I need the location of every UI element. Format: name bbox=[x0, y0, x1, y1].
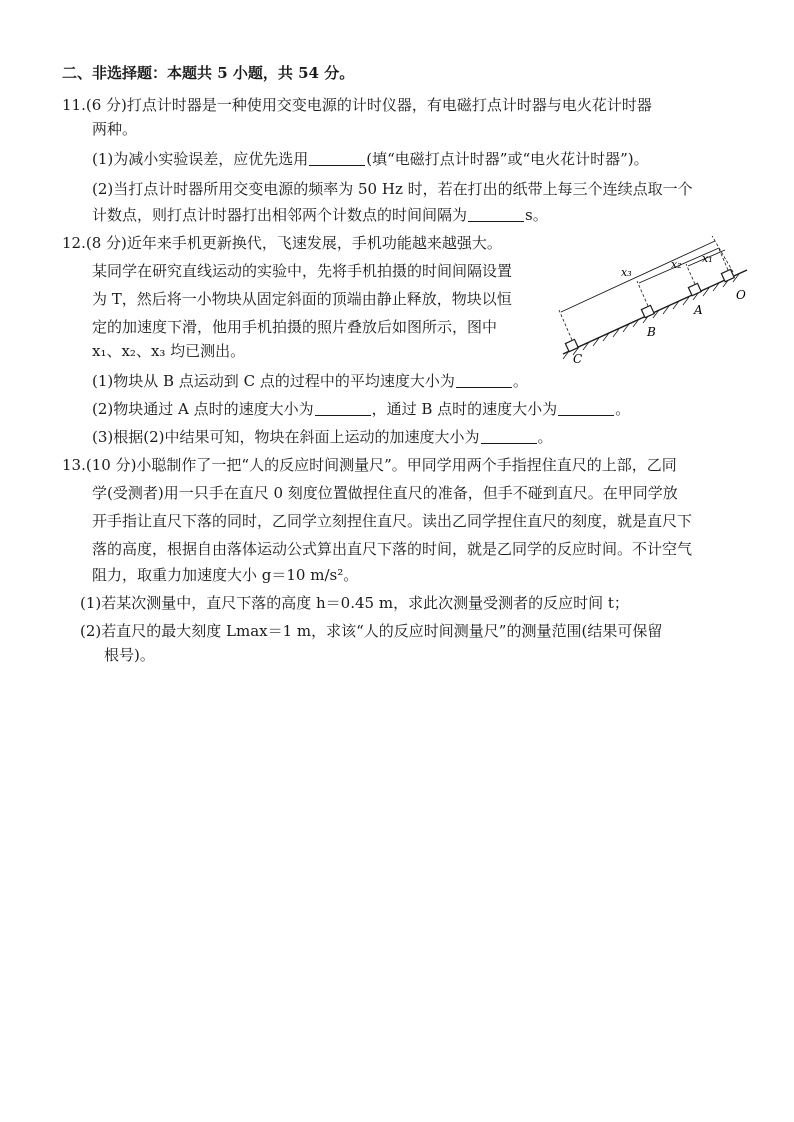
label-A: A bbox=[694, 303, 703, 317]
q12-part-3 bbox=[92, 426, 553, 448]
section-title: 二、非选择题：本题共 5 小题，共 54 分。 bbox=[62, 64, 355, 82]
q11-p2-blank[interactable] bbox=[468, 206, 524, 222]
label-O: O bbox=[736, 288, 746, 302]
q11-number: 11. bbox=[62, 96, 86, 114]
label-x1: x₁ bbox=[702, 252, 713, 265]
q11-part-2 bbox=[92, 204, 548, 226]
q11-line-1 bbox=[62, 94, 652, 116]
label-x3: x₃ bbox=[621, 266, 632, 279]
q11-p1-pre: (1)为减小实验误差，应优先选用 bbox=[92, 150, 309, 168]
q11-part-1 bbox=[92, 148, 649, 170]
q11-p2-post: s。 bbox=[525, 206, 548, 224]
label-B: B bbox=[647, 325, 656, 339]
q13-line-1 bbox=[62, 454, 677, 476]
q12-number: 12. bbox=[62, 234, 86, 252]
q13-stem-2: 学(受测者)用一只手在直尺 0 刻度位置做捏住直尺的准备，但手不碰到直尺。在甲同学放 bbox=[92, 484, 678, 502]
q11-stem-2: 两种。 bbox=[92, 120, 138, 138]
q12-stem-4: 定的加速度下滑，他用手机拍摄的照片叠放后如图所示，图中 bbox=[92, 318, 498, 336]
q12-p2-blank-a[interactable] bbox=[315, 400, 371, 416]
q12-stem-5: x₁、x₂、x₃ 均已测出。 bbox=[92, 342, 246, 360]
q12-part-2 bbox=[92, 398, 630, 420]
q12-p3-post: 。 bbox=[537, 428, 553, 446]
q12-score: (8 分) bbox=[85, 234, 127, 252]
q11-stem-1: 打点计时器是一种使用交变电源的计时仪器，有电磁打点计时器与电火花计时器 bbox=[126, 96, 652, 114]
q13-part-1: (1)若某次测量中，直尺下落的高度 h＝0.45 m，求此次测量受测者的反应时间 t； bbox=[80, 594, 629, 612]
q12-p2-mid: ，通过 B 点时的速度大小为 bbox=[371, 400, 558, 418]
q13-stem-1: 小聪制作了一把“人的反应时间测量尺”。甲同学用两个手指捏住直尺的上部，乙同 bbox=[136, 456, 677, 474]
q13-stem-5: 阻力，取重力加速度大小 g＝10 m/s²。 bbox=[92, 566, 359, 584]
q12-stem-1: 近年来手机更新换代，飞速发展，手机功能越来越强大。 bbox=[126, 234, 502, 252]
q11-p2-pre: 计数点，则打点计时器打出相邻两个计数点的时间间隔为 bbox=[92, 206, 468, 224]
q12-p2-pre: (2)物块通过 A 点时的速度大小为 bbox=[92, 400, 314, 418]
q12-p3-blank[interactable] bbox=[481, 428, 537, 444]
incline-surface bbox=[563, 270, 747, 354]
q12-p1-post: 。 bbox=[512, 372, 528, 390]
q12-p1-pre: (1)物块从 B 点运动到 C 点的过程中的平均速度大小为 bbox=[92, 372, 455, 390]
q13-stem-4: 落的高度，根据自由落体运动公式算出直尺下落的时间，就是乙同学的反应时间。不计空气 bbox=[92, 540, 693, 558]
q13-score: (10 分) bbox=[85, 456, 137, 474]
block-A bbox=[688, 283, 701, 295]
q12-part-1 bbox=[92, 370, 528, 392]
label-x2: x₂ bbox=[671, 258, 682, 271]
q11-score: (6 分) bbox=[85, 96, 127, 114]
dim-x3 bbox=[561, 241, 715, 312]
q12-p2-blank-b[interactable] bbox=[558, 400, 614, 416]
block-C bbox=[565, 339, 578, 351]
q12-stem-3: 为 T，然后将一小物块从固定斜面的顶端由静止释放，物块以恒 bbox=[92, 290, 512, 308]
incline-hatching bbox=[563, 274, 739, 359]
q12-stem-2: 某同学在研究直线运动的实验中，先将手机拍摄的时间间隔设置 bbox=[92, 262, 513, 280]
q12-p3-pre: (3)根据(2)中结果可知，物块在斜面上运动的加速度大小为 bbox=[92, 428, 480, 446]
block-B bbox=[641, 305, 654, 317]
q12-p1-blank[interactable] bbox=[456, 372, 512, 388]
q13-number: 13. bbox=[62, 456, 86, 474]
q12-line-1 bbox=[62, 232, 502, 254]
q11-p1-blank[interactable] bbox=[309, 150, 365, 166]
q11-p1-post: (填“电磁打点计时器”或“电火花计时器”)。 bbox=[366, 150, 649, 168]
q13-stem-3: 开手指让直尺下落的同时，乙同学立刻捏住直尺。读出乙同学捏住直尺的刻度，就是直尺下 bbox=[92, 512, 693, 530]
q13-p2-line1: (2)若直尺的最大刻度 Lmax＝1 m，求该“人的反应时间测量尺”的测量范围(结果可保留 bbox=[80, 622, 663, 640]
label-C: C bbox=[573, 352, 583, 364]
q12-p2-post: 。 bbox=[615, 400, 631, 418]
incline-figure bbox=[555, 236, 755, 364]
q11-p2-line1: (2)当打点计时器所用交变电源的频率为 50 Hz 时，若在打出的纸带上每三个连续点取一个 bbox=[92, 180, 693, 198]
q13-p2-line2: 根号)。 bbox=[104, 646, 155, 664]
